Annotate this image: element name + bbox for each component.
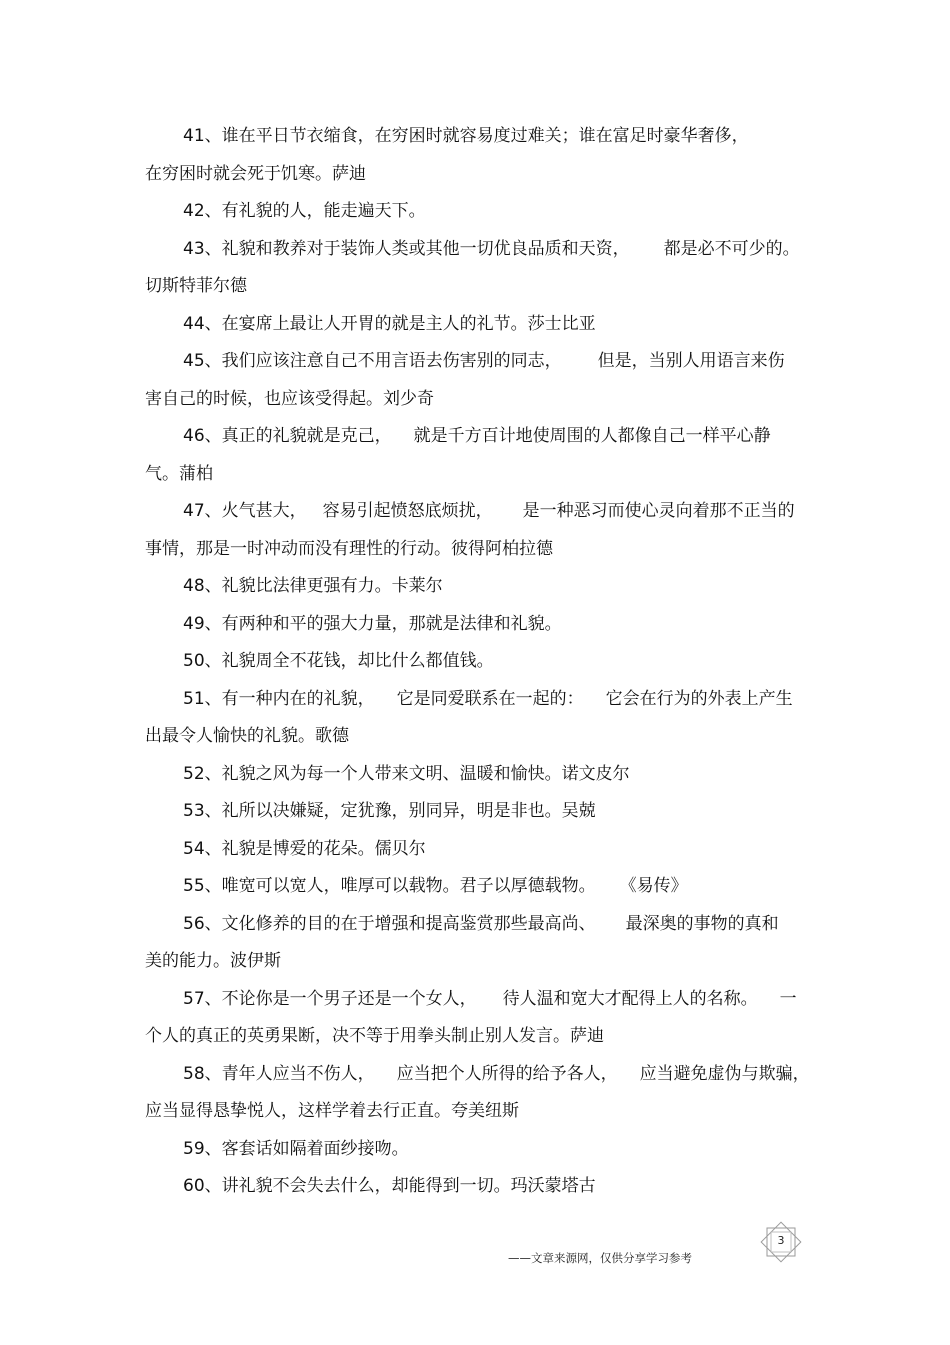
quote-segment: 58、青年人应当不伤人， — [183, 1063, 375, 1084]
quote-42 — [145, 193, 825, 231]
quote-50 — [145, 643, 825, 681]
quote-line — [145, 681, 825, 719]
quote-line-continued: 事情，那是一时冲动而没有理性的行动。彼得阿柏拉德 — [145, 538, 553, 559]
quote-line-continued: 切斯特菲尔德 — [145, 276, 247, 296]
quote-57 — [145, 981, 825, 1056]
quote-48 — [145, 568, 825, 606]
quote-line-continued: 美的能力。波伊斯 — [145, 951, 281, 971]
quote-line: 49、有两种和平的强大力量，那就是法律和礼貌。 — [183, 613, 562, 634]
quote-segment: 最深奥的事物的真和 — [625, 913, 779, 934]
quote-line — [145, 1056, 825, 1094]
quote-line: 52、礼貌之风为每一个人带来文明、温暖和愉快。诺文皮尔 — [183, 763, 630, 784]
quote-line-continued: 在穷困时就会死于饥寒。萨迪 — [145, 163, 366, 184]
quote-46 — [145, 418, 825, 493]
quote-segment: 《易传》 — [619, 876, 688, 896]
quote-49 — [145, 606, 825, 644]
quote-line — [145, 906, 825, 944]
quote-53 — [145, 793, 825, 831]
quote-line — [145, 981, 825, 1019]
quote-segment: 45、我们应该注意自己不用言语去伤害别的同志， — [183, 351, 562, 371]
quote-line: 59、客套话如隔着面纱接吻。 — [183, 1138, 409, 1159]
quote-segment: 56、文化修养的目的在于增强和提高鉴赏那些最高尚、 — [183, 913, 596, 934]
page-number-badge — [758, 1219, 804, 1265]
quote-segment: 但是，当别人用语言来伤 — [597, 351, 785, 371]
quote-line — [145, 343, 825, 381]
quote-list — [145, 118, 825, 1206]
quote-segment: 55、唯宽可以宽人，唯厚可以载物。君子以厚德载物。 — [183, 876, 596, 896]
quote-line: 48、礼貌比法律更强有力。卡莱尔 — [183, 576, 443, 596]
quote-47 — [145, 493, 825, 568]
quote-line — [145, 493, 825, 531]
quote-segment: 应当避免虚伪与欺骗， — [639, 1063, 810, 1084]
quote-51 — [145, 681, 825, 756]
quote-line-continued: 害自己的时候，也应该受得起。刘少奇 — [145, 388, 434, 409]
quote-line: 50、礼貌周全不花钱，却比什么都值钱。 — [183, 651, 494, 671]
footer-note: ——文章来源网，仅供分享学习参考 — [508, 1251, 692, 1265]
quote-segment: 它会在行为的外表上产生 — [605, 688, 793, 709]
quote-segment: 它是同爱联系在一起的： — [396, 688, 584, 709]
quote-line: 42、有礼貌的人，能走遍天下。 — [183, 201, 426, 221]
quote-59 — [145, 1131, 825, 1169]
quote-55 — [145, 868, 825, 906]
quote-60 — [145, 1168, 825, 1206]
quote-segment: 43、礼貌和教养对于装饰人类或其他一切优良品质和天资， — [183, 238, 630, 259]
quote-segment: 一 — [779, 988, 797, 1009]
quote-segment: 是一种恶习而使心灵向着那不正当的 — [522, 501, 795, 521]
quote-segment: 47、火气甚大， — [183, 501, 307, 521]
quote-segment: 容易引起愤怒底烦扰， — [322, 501, 493, 521]
quote-line: 41、谁在平日节衣缩食，在穷困时就容易度过难关；谁在富足时豪华奢侈， — [183, 126, 749, 146]
quote-segment: 待人温和宽大才配得上人的名称。 — [502, 988, 758, 1009]
quote-line-continued: 应当显得恳挚悦人，这样学着去行正直。夸美纽斯 — [145, 1101, 519, 1121]
quote-line — [145, 868, 825, 906]
quote-segment: 应当把个人所得的给予各人， — [396, 1063, 618, 1084]
quote-line — [145, 418, 825, 456]
quote-44 — [145, 306, 825, 344]
page-number: 3 — [777, 1234, 785, 1247]
quote-line-continued: 气。蒲柏 — [145, 463, 213, 484]
quote-line-continued: 出最令人愉快的礼貌。歌德 — [145, 726, 349, 746]
quote-segment: 46、真正的礼貌就是克己， — [183, 426, 392, 446]
quote-line: 44、在宴席上最让人开胃的就是主人的礼节。莎士比亚 — [183, 313, 596, 334]
quote-45 — [145, 343, 825, 418]
quote-52 — [145, 756, 825, 794]
quote-54 — [145, 831, 825, 869]
quote-segment: 都是必不可少的。 — [663, 238, 800, 259]
quote-segment: 51、有一种内在的礼貌， — [183, 688, 375, 709]
quote-43 — [145, 231, 825, 306]
quote-58 — [145, 1056, 825, 1131]
quote-line — [145, 231, 825, 269]
quote-segment: 57、不论你是一个男子还是一个女人， — [183, 988, 477, 1009]
quote-line: 60、讲礼貌不会失去什么，却能得到一切。玛沃蒙塔古 — [183, 1176, 596, 1196]
quote-line: 53、礼所以决嫌疑，定犹豫，别同异，明是非也。吴兢 — [183, 801, 596, 821]
quote-line-continued: 个人的真正的英勇果断，决不等于用拳头制止别人发言。萨迪 — [145, 1026, 604, 1046]
quote-line: 54、礼貌是博爱的花朵。儒贝尔 — [183, 838, 426, 859]
quote-56 — [145, 906, 825, 981]
quote-segment: 就是千方百计地使周围的人都像自己一样平心静 — [413, 426, 771, 446]
quote-41 — [145, 118, 825, 193]
